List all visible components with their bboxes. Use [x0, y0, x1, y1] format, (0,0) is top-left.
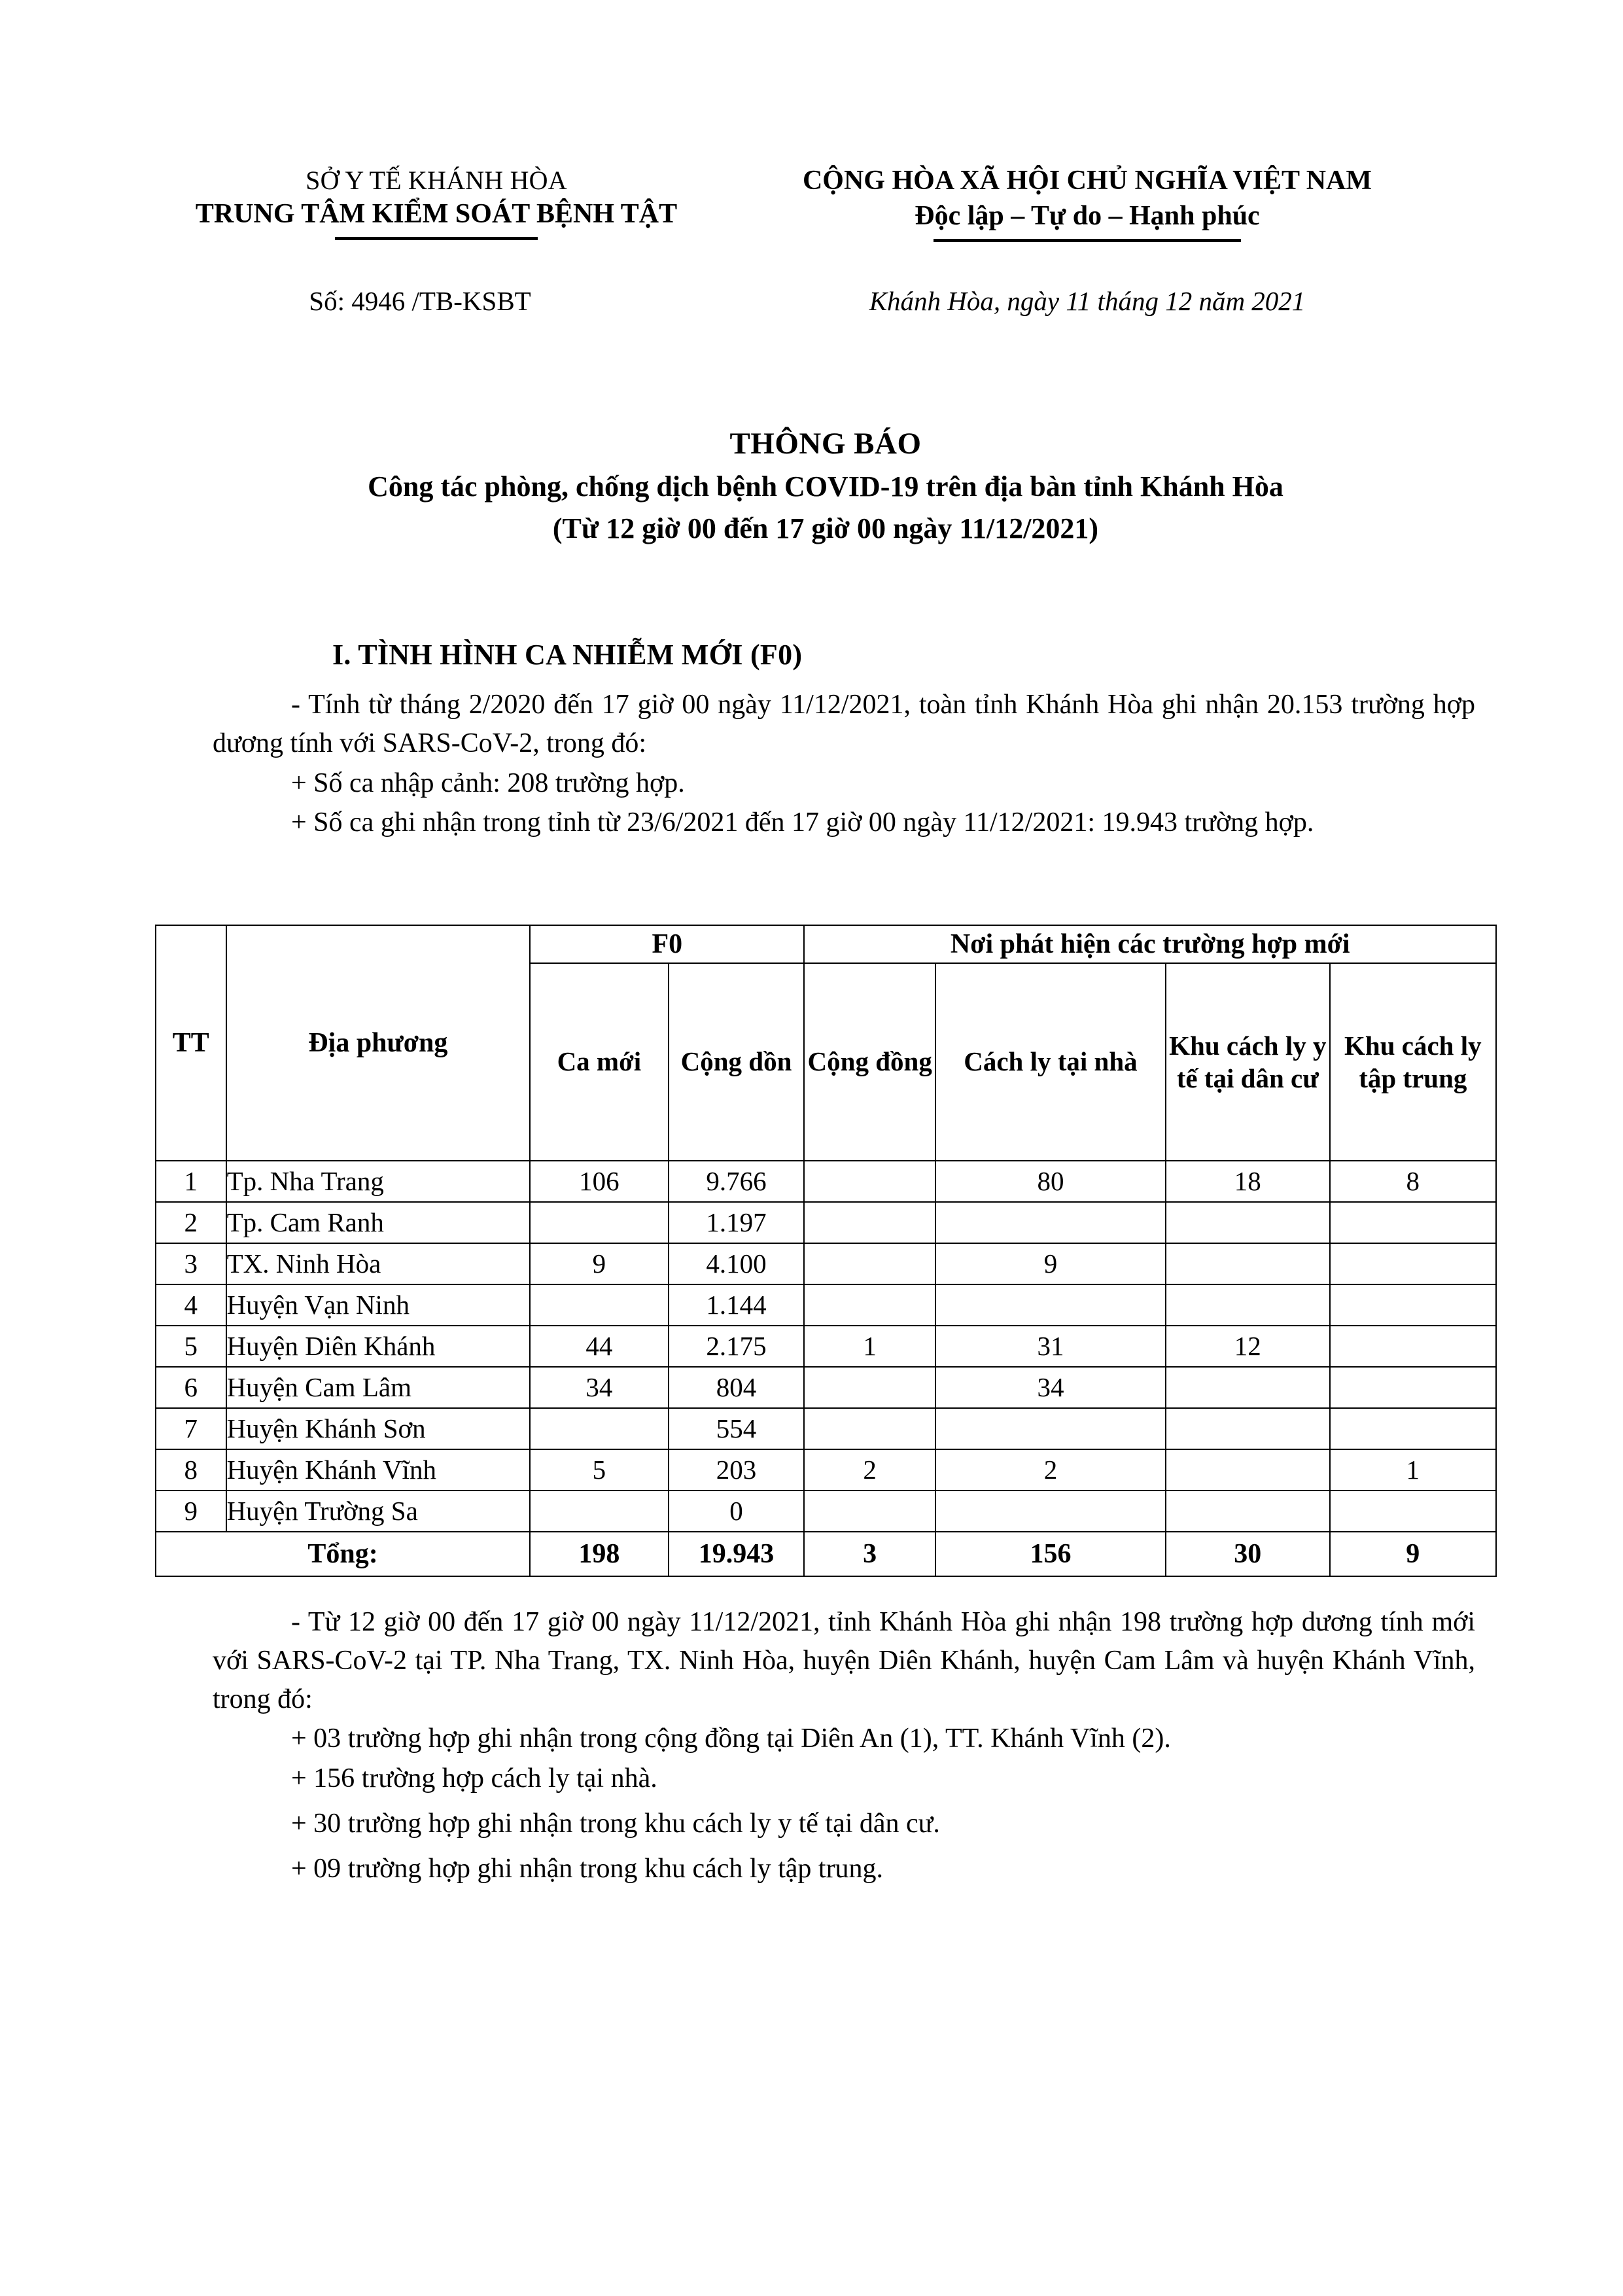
cell-new-cases: 34 — [530, 1367, 668, 1408]
intro-paragraph-domestic: + Số ca ghi nhận trong tỉnh từ 23/6/2021 đến 17 giờ 00 ngày 11/12/2021: 19.943 trường hợp. — [291, 807, 1314, 838]
cell-centralized-quarantine-area — [1330, 1326, 1496, 1367]
summary-paragraph-medical-area: + 30 trường hợp ghi nhận trong khu cách ly y tế tại dân cư. — [291, 1808, 940, 1839]
column-header-medical-quarantine-area: Khu cách ly y tế tại dân cư — [1166, 963, 1330, 1161]
cell-total-community: 3 — [804, 1532, 935, 1576]
section-heading-new-cases: I. TÌNH HÌNH CA NHIỄM MỚI (F0) — [332, 639, 803, 671]
cell-tt: 8 — [156, 1449, 226, 1491]
summary-paragraphs — [213, 1603, 1475, 1895]
cell-new-cases — [530, 1284, 668, 1326]
cell-cumulative: 4.100 — [669, 1243, 805, 1284]
cell-locality: Huyện Cam Lâm — [226, 1367, 531, 1408]
cell-centralized-quarantine-area — [1330, 1243, 1496, 1284]
page-title: THÔNG BÁO — [729, 427, 922, 461]
cell-total-cumulative: 19.943 — [669, 1532, 805, 1576]
cell-medical-quarantine-area — [1166, 1449, 1330, 1491]
document-meta-row — [155, 285, 1496, 317]
cell-cumulative: 203 — [669, 1449, 805, 1491]
cell-tt: 9 — [156, 1491, 226, 1532]
cell-locality: Huyện Khánh Sơn — [226, 1408, 531, 1449]
cell-community — [804, 1202, 935, 1243]
cell-total-medical-quarantine-area: 30 — [1166, 1532, 1330, 1576]
intro-paragraphs — [213, 686, 1475, 843]
place-and-date: Khánh Hòa, ngày 11 tháng 12 năm 2021 — [869, 286, 1306, 316]
cell-total-centralized-quarantine-area: 9 — [1330, 1532, 1496, 1576]
cell-tt: 1 — [156, 1161, 226, 1202]
national-heading — [678, 164, 1496, 242]
cell-medical-quarantine-area — [1166, 1284, 1330, 1326]
cell-home-quarantine: 9 — [935, 1243, 1166, 1284]
column-group-header-f0: F0 — [530, 925, 804, 963]
summary-paragraph-centralized-area: + 09 trường hợp ghi nhận trong khu cách ly tập trung. — [291, 1853, 884, 1884]
cell-tt: 5 — [156, 1326, 226, 1367]
document-title-block — [155, 422, 1496, 550]
table-row — [156, 1449, 1496, 1491]
cell-home-quarantine: 2 — [935, 1449, 1166, 1491]
cell-locality: Tp. Cam Ranh — [226, 1202, 531, 1243]
cell-total-home-quarantine: 156 — [935, 1532, 1166, 1576]
cell-cumulative: 1.197 — [669, 1202, 805, 1243]
cell-tt: 7 — [156, 1408, 226, 1449]
summary-paragraph-community: + 03 trường hợp ghi nhận trong cộng đồng tại Diên An (1), TT. Khánh Vĩnh (2). — [291, 1723, 1171, 1754]
table-row — [156, 1202, 1496, 1243]
cell-cumulative: 9.766 — [669, 1161, 805, 1202]
cell-centralized-quarantine-area — [1330, 1491, 1496, 1532]
intro-paragraph-imported: + Số ca nhập cảnh: 208 trường hợp. — [291, 768, 685, 798]
cell-home-quarantine — [935, 1491, 1166, 1532]
cell-new-cases: 5 — [530, 1449, 668, 1491]
cell-community — [804, 1161, 935, 1202]
table-row — [156, 1284, 1496, 1326]
column-header-centralized-quarantine-area: Khu cách ly tập trung — [1330, 963, 1496, 1161]
cell-tt: 4 — [156, 1284, 226, 1326]
cell-home-quarantine — [935, 1284, 1166, 1326]
column-group-header-detection: Nơi phát hiện các trường hợp mới — [804, 925, 1496, 963]
column-header-locality: Địa phương — [226, 925, 531, 1161]
cell-community: 1 — [804, 1326, 935, 1367]
cell-community — [804, 1491, 935, 1532]
cell-new-cases: 9 — [530, 1243, 668, 1284]
title-subtitle-line1: Công tác phòng, chống dịch bệnh COVID-19 trên địa bàn tỉnh Khánh Hòa — [368, 470, 1283, 503]
column-header-cumulative: Cộng dồn — [669, 963, 805, 1161]
cell-new-cases: 44 — [530, 1326, 668, 1367]
cell-home-quarantine: 34 — [935, 1367, 1166, 1408]
cell-new-cases: 106 — [530, 1161, 668, 1202]
table-total-row — [156, 1532, 1496, 1576]
intro-paragraph-total: - Tính từ tháng 2/2020 đến 17 giờ 00 ngày 11/12/2021, toàn tỉnh Khánh Hòa ghi nhận 20.153 trường hợp dương tính với SARS-CoV-2, trong đó: — [213, 690, 1475, 758]
cell-medical-quarantine-area: 12 — [1166, 1326, 1330, 1367]
cell-tt: 6 — [156, 1367, 226, 1408]
cell-centralized-quarantine-area — [1330, 1408, 1496, 1449]
header-divider-right — [934, 239, 1241, 242]
cell-centralized-quarantine-area: 8 — [1330, 1161, 1496, 1202]
cell-community — [804, 1408, 935, 1449]
cell-medical-quarantine-area — [1166, 1202, 1330, 1243]
table-row — [156, 1161, 1496, 1202]
cell-community — [804, 1367, 935, 1408]
national-motto: Độc lập – Tự do – Hạnh phúc — [915, 200, 1260, 231]
table-row — [156, 1326, 1496, 1367]
cell-home-quarantine: 31 — [935, 1326, 1166, 1367]
cell-medical-quarantine-area — [1166, 1408, 1330, 1449]
column-header-tt: TT — [156, 925, 226, 1161]
center-name: TRUNG TÂM KIỂM SOÁT BỆNH TẬT — [195, 199, 678, 230]
table-row — [156, 1367, 1496, 1408]
table-row — [156, 1243, 1496, 1284]
issuing-organization — [155, 164, 678, 240]
cell-locality: Huyện Diên Khánh — [226, 1326, 531, 1367]
cell-home-quarantine — [935, 1408, 1166, 1449]
cell-centralized-quarantine-area — [1330, 1284, 1496, 1326]
cell-cumulative: 554 — [669, 1408, 805, 1449]
cell-community: 2 — [804, 1449, 935, 1491]
cell-locality: TX. Ninh Hòa — [226, 1243, 531, 1284]
cell-new-cases — [530, 1491, 668, 1532]
summary-paragraph-period: - Từ 12 giờ 00 đến 17 giờ 00 ngày 11/12/2021, tỉnh Khánh Hòa ghi nhận 198 trường hợp dương tính mới với SARS-CoV-2 tại TP. Nha Trang, TX. Ninh Hòa, huyện Diên Khánh, huyện Cam Lâm và huyện Khánh Vĩnh, trong đó: — [213, 1607, 1475, 1714]
cell-centralized-quarantine-area — [1330, 1367, 1496, 1408]
cell-total-new-cases: 198 — [530, 1532, 668, 1576]
table-row — [156, 1491, 1496, 1532]
document-number: Số: 4946 /TB-KSBT — [309, 286, 531, 316]
cell-locality: Huyện Vạn Ninh — [226, 1284, 531, 1326]
table-row — [156, 1408, 1496, 1449]
case-table-container — [155, 925, 1497, 1577]
cell-tt: 2 — [156, 1202, 226, 1243]
table-body — [156, 1161, 1496, 1576]
cell-home-quarantine: 80 — [935, 1161, 1166, 1202]
covid-case-table — [155, 925, 1497, 1577]
cell-centralized-quarantine-area: 1 — [1330, 1449, 1496, 1491]
document-header — [155, 164, 1496, 242]
cell-cumulative: 2.175 — [669, 1326, 805, 1367]
header-divider-left — [335, 237, 538, 240]
title-subtitle-line2: (Từ 12 giờ 00 đến 17 giờ 00 ngày 11/12/2021) — [552, 512, 1099, 544]
cell-new-cases — [530, 1202, 668, 1243]
cell-community — [804, 1284, 935, 1326]
cell-medical-quarantine-area — [1166, 1491, 1330, 1532]
cell-cumulative: 1.144 — [669, 1284, 805, 1326]
cell-centralized-quarantine-area — [1330, 1202, 1496, 1243]
country-name: CỘNG HÒA XÃ HỘI CHỦ NGHĨA VIỆT NAM — [802, 166, 1372, 196]
cell-total-label: Tổng: — [156, 1532, 530, 1576]
table-header-row-1 — [156, 925, 1496, 963]
cell-locality: Huyện Trường Sa — [226, 1491, 531, 1532]
cell-tt: 3 — [156, 1243, 226, 1284]
column-header-new-cases: Ca mới — [530, 963, 668, 1161]
cell-medical-quarantine-area — [1166, 1243, 1330, 1284]
cell-new-cases — [530, 1408, 668, 1449]
cell-community — [804, 1243, 935, 1284]
cell-cumulative: 804 — [669, 1367, 805, 1408]
cell-medical-quarantine-area: 18 — [1166, 1161, 1330, 1202]
cell-medical-quarantine-area — [1166, 1367, 1330, 1408]
cell-locality: Huyện Khánh Vĩnh — [226, 1449, 531, 1491]
cell-home-quarantine — [935, 1202, 1166, 1243]
department-name: SỞ Y TẾ KHÁNH HÒA — [305, 166, 567, 195]
table-header — [156, 925, 1496, 1161]
cell-cumulative: 0 — [669, 1491, 805, 1532]
cell-locality: Tp. Nha Trang — [226, 1161, 531, 1202]
summary-paragraph-home: + 156 trường hợp cách ly tại nhà. — [291, 1763, 657, 1794]
column-header-community: Cộng đồng — [804, 963, 935, 1161]
column-header-home-quarantine: Cách ly tại nhà — [935, 963, 1166, 1161]
